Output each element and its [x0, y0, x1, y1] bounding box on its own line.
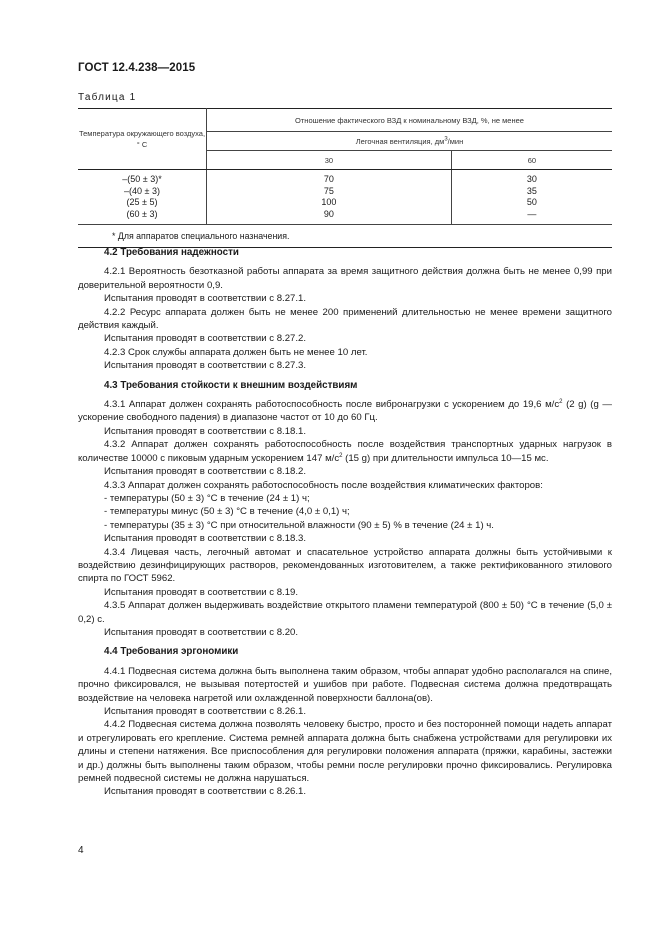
paragraph: Испытания проводят в соответствии с 8.18.3.	[104, 533, 307, 545]
col-header-60: 60	[451, 151, 612, 170]
temperature-cells	[78, 170, 207, 225]
text-run: 4.3.1 Аппарат должен сохранять работоспособность после вибронагрузки с ускорением до 19,6 м/с	[104, 399, 560, 411]
text-run: (2 g) (g — ускорение свободного падения) в диапазоне частот от 10 до 60 Гц.	[78, 399, 612, 424]
section-4-4-title: 4.4 Требования эргономики	[104, 646, 239, 658]
table-cell: 50	[526, 197, 537, 207]
subgroup-header-sup: 3	[444, 136, 448, 142]
section-4-2-title: 4.2 Требования надежности	[104, 247, 239, 258]
table-cell: –(50 ± 3)*	[122, 174, 162, 184]
paragraph: 4.4.2 Подвесная система должна позволять человеку быстро, просто и без посторонней помощи надеть аппарат и отрегулировать его крепление. Система ремней аппарата должна быть снабжена устройствами для регулировки их длины и степени натяжения. Все приспособления для регулировки положения аппарата (пряжки, карабины, застежки и др.) должны быть выполнены таким образом, чтобы ремни после регулировки прочно фиксировались. Регулировка ремней подвесной системы не должна нарушаться.	[78, 719, 612, 785]
paragraph: Испытания проводят в соответствии с 8.27.3.	[104, 360, 307, 372]
subgroup-header-post: /мин	[447, 136, 464, 146]
table-cell: 75	[323, 185, 334, 196]
text-run: (15 g) при длительности импульса 10—15 мс.	[342, 452, 549, 464]
page-number: 4	[78, 845, 84, 856]
paragraph: Испытания проводят в соответствии с 8.26.1.	[104, 706, 307, 717]
subgroup-header-pre: Легочная вентиляция, дм	[355, 136, 445, 146]
group-header: Отношение фактического ВЗД к номинальному ВЗД, %, не менее	[207, 109, 613, 132]
table-cell: 100	[321, 197, 337, 207]
paragraph: Испытания проводят в соответствии с 8.26.1.	[104, 786, 307, 798]
table-caption: Таблица 1	[78, 92, 137, 103]
col-header-temperature: Температура окружающего воздуха, ° С	[78, 109, 207, 170]
table-cell: (60 ± 3)	[126, 208, 158, 219]
paragraph: 4.4.1 Подвесная система должна быть выполнена таким образом, чтобы аппарат удобно располагался на спине, прочно фиксировался, не вызывая потертостей и ушибов при работе. Подвесная система должна предотвращать воздействие на человека нагретой или охлажденной поверхности баллона(ов).	[78, 665, 612, 704]
table-cell: 70	[323, 174, 334, 184]
paragraph: 4.3.4 Лицевая часть, легочный автомат и спасательное устройство аппарата должны быть устойчивыми к воздействию дезинфицирующих растворов, рекомендованных изготовителем, а также ректификованного этилового спирта по ГОСТ 5962.	[78, 546, 612, 585]
document-body	[78, 246, 612, 799]
list-item: - температуры минус (50 ± 3) °С в течение (4,0 ± 0,1) ч;	[104, 506, 350, 518]
paragraph: Испытания проводят в соответствии с 8.19.	[104, 586, 299, 598]
table-footnote: * Для аппаратов специального назначения.	[78, 225, 612, 248]
section-4-3-title: 4.3 Требования стойкости к внешним воздействиям	[104, 379, 358, 391]
table-cell: (25 ± 5)	[126, 197, 158, 207]
paragraph: 4.2.1 Вероятность безотказной работы аппарата за время защитного действия должна быть не менее 0,99 при доверительной вероятности 0,9.	[78, 266, 612, 291]
paragraph: Испытания проводят в соответствии с 8.18.1.	[104, 425, 307, 437]
paragraph: Испытания проводят в соответствии с 8.27.2.	[104, 333, 307, 345]
document-header: ГОСТ 12.4.238—2015	[78, 62, 196, 74]
subgroup-header	[207, 132, 613, 151]
table-cell: –(40 ± 3)	[124, 185, 160, 196]
paragraph: Испытания проводят в соответствии с 8.27.1.	[104, 293, 307, 305]
col-header-30: 30	[207, 151, 452, 170]
values-30-cells	[207, 170, 452, 225]
values-60-cells	[451, 170, 612, 225]
superscript: 2	[339, 452, 343, 459]
paragraph: 4.2.3 Срок службы аппарата должен быть не менее 10 лет.	[104, 346, 368, 358]
paragraph: 4.3.3 Аппарат должен сохранять работоспособность после воздействия климатических факторов:	[104, 479, 543, 491]
list-item: - температуры (50 ± 3) °С в течение (24 ± 1) ч;	[104, 492, 310, 504]
paragraph	[78, 398, 612, 425]
table-cell: —	[527, 208, 537, 219]
paragraph: Испытания проводят в соответствии с 8.20.	[104, 626, 299, 638]
table-cell: 30	[526, 174, 537, 184]
paragraph: Испытания проводят в соответствии с 8.18.2.	[104, 466, 307, 478]
table-cell: 35	[526, 185, 537, 196]
superscript: 2	[559, 398, 563, 405]
paragraph: 4.2.2 Ресурс аппарата должен быть не менее 200 применений длительностью не менее времени защитного действия каждый.	[78, 306, 612, 332]
data-table	[78, 108, 612, 248]
paragraph	[78, 438, 612, 465]
list-item: - температуры (35 ± 3) °С при относительной влажности (90 ± 5) % в течение (24 ± 1) ч.	[104, 519, 494, 531]
paragraph: 4.3.5 Аппарат должен выдерживать воздействие открытого пламени температурой (800 ± 50) °С в течение (5,0 ± 0,2) с.	[78, 600, 612, 625]
text-run: 4.3.2 Аппарат должен сохранять работоспособность после воздействия транспортных ударных нагрузок в количестве 10000 с пиковым ударным ускорением 147 м/с	[78, 439, 612, 464]
table-cell: 90	[323, 208, 334, 219]
